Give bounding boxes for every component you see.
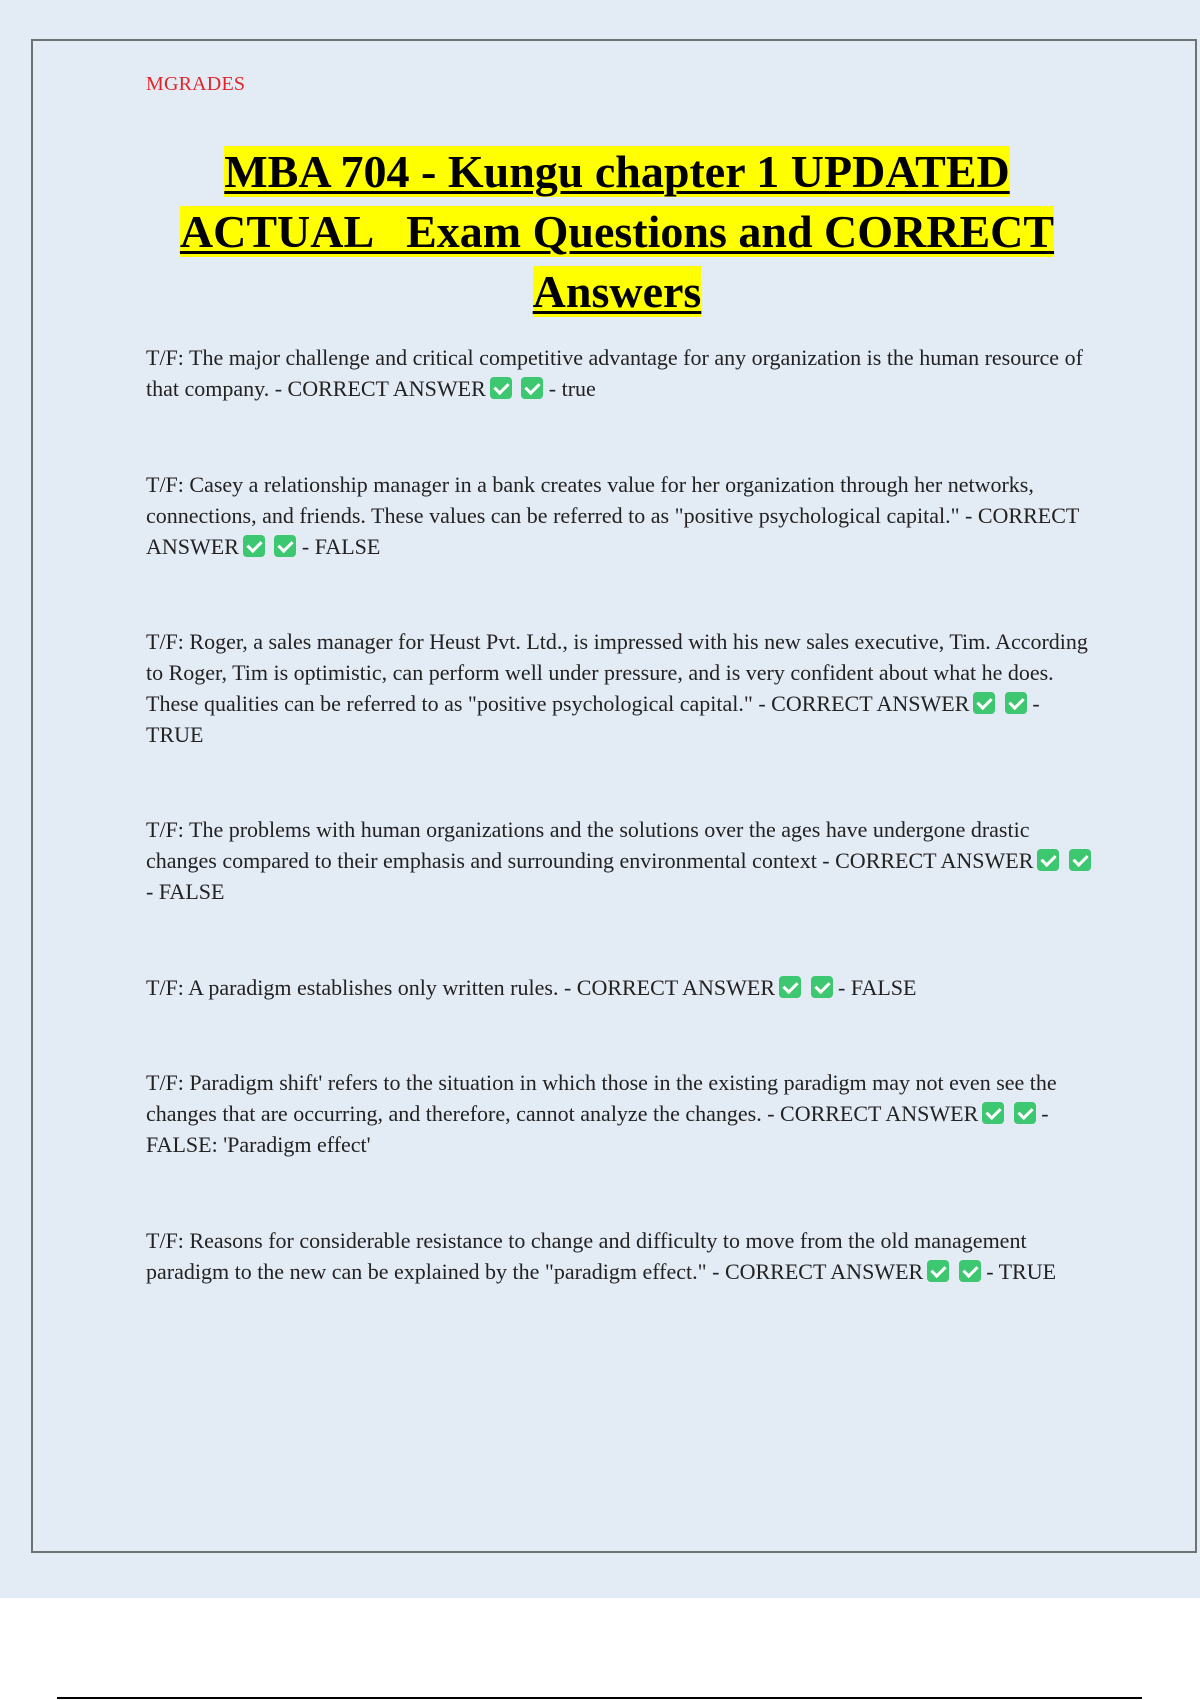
question-text: T/F: The problems with human organizations and the solutions over the ages have undergone drastic changes compared to their emphasis and surrounding environmental context - CORRECT ANSWER bbox=[146, 817, 1034, 873]
green-checkmark-icon bbox=[779, 976, 801, 998]
title-line-2: ACTUAL Exam Questions and CORRECT bbox=[179, 206, 1055, 257]
qa-item-6 bbox=[146, 1067, 1096, 1160]
question-text: T/F: A paradigm establishes only written rules. - CORRECT ANSWER bbox=[146, 975, 776, 1000]
green-checkmark-icon bbox=[1005, 692, 1027, 714]
green-checkmark-icon bbox=[959, 1260, 981, 1282]
qa-item-3 bbox=[146, 626, 1096, 750]
answer-text: - TRUE bbox=[986, 1259, 1057, 1284]
page-bottom-rule bbox=[57, 1697, 1142, 1699]
qa-item-5 bbox=[146, 972, 1096, 1003]
question-text: T/F: Roger, a sales manager for Heust Pvt. Ltd., is impressed with his new sales executive, Tim. According to Roger, Tim is optimistic, can perform well under pressure, and is very confident about what he does. These qualities can be referred to as "positive psychological capital." - CORRECT ANSWER bbox=[146, 629, 1088, 716]
green-checkmark-icon bbox=[1014, 1102, 1036, 1124]
green-checkmark-icon bbox=[490, 377, 512, 399]
answer-text: - FALSE bbox=[301, 534, 381, 559]
green-checkmark-icon bbox=[243, 535, 265, 557]
document-title bbox=[100, 142, 1134, 322]
green-checkmark-icon bbox=[1069, 849, 1091, 871]
question-text: T/F: Paradigm shift' refers to the situation in which those in the existing paradigm may not even see the changes that are occurring, and therefore, cannot analyze the changes. - CORRECT ANSWER bbox=[146, 1070, 1057, 1126]
qa-item-4 bbox=[146, 814, 1096, 907]
question-text: T/F: Casey a relationship manager in a bank creates value for her organization through her networks, connections, and friends. These values can be referred to as "positive psychological capital." - CORRECT ANSWER bbox=[146, 472, 1079, 559]
qa-item-7 bbox=[146, 1225, 1096, 1287]
question-text: T/F: The major challenge and critical competitive advantage for any organization is the human resource of that company. - CORRECT ANSWER bbox=[146, 345, 1083, 401]
green-checkmark-icon bbox=[982, 1102, 1004, 1124]
brand-label: MGRADES bbox=[146, 73, 246, 95]
answer-text: - FALSE bbox=[838, 975, 917, 1000]
green-checkmark-icon bbox=[521, 377, 543, 399]
green-checkmark-icon bbox=[927, 1260, 949, 1282]
answer-text: - FALSE bbox=[146, 879, 225, 904]
title-line-1: MBA 704 - Kungu chapter 1 UPDATED bbox=[224, 146, 1010, 197]
answer-text: - TRUE bbox=[146, 691, 1040, 747]
qa-item-1 bbox=[146, 342, 1096, 404]
green-checkmark-icon bbox=[811, 976, 833, 998]
qa-item-2 bbox=[146, 469, 1096, 562]
question-text: T/F: Reasons for considerable resistance to change and difficulty to move from the old management paradigm to the new can be explained by the "paradigm effect." - CORRECT ANSWER bbox=[146, 1228, 1027, 1284]
green-checkmark-icon bbox=[1037, 849, 1059, 871]
answer-text: - FALSE: 'Paradigm effect' bbox=[146, 1101, 1049, 1157]
green-checkmark-icon bbox=[274, 535, 296, 557]
title-line-3: Answers bbox=[532, 266, 702, 317]
green-checkmark-icon bbox=[973, 692, 995, 714]
answer-text: - true bbox=[548, 376, 596, 401]
